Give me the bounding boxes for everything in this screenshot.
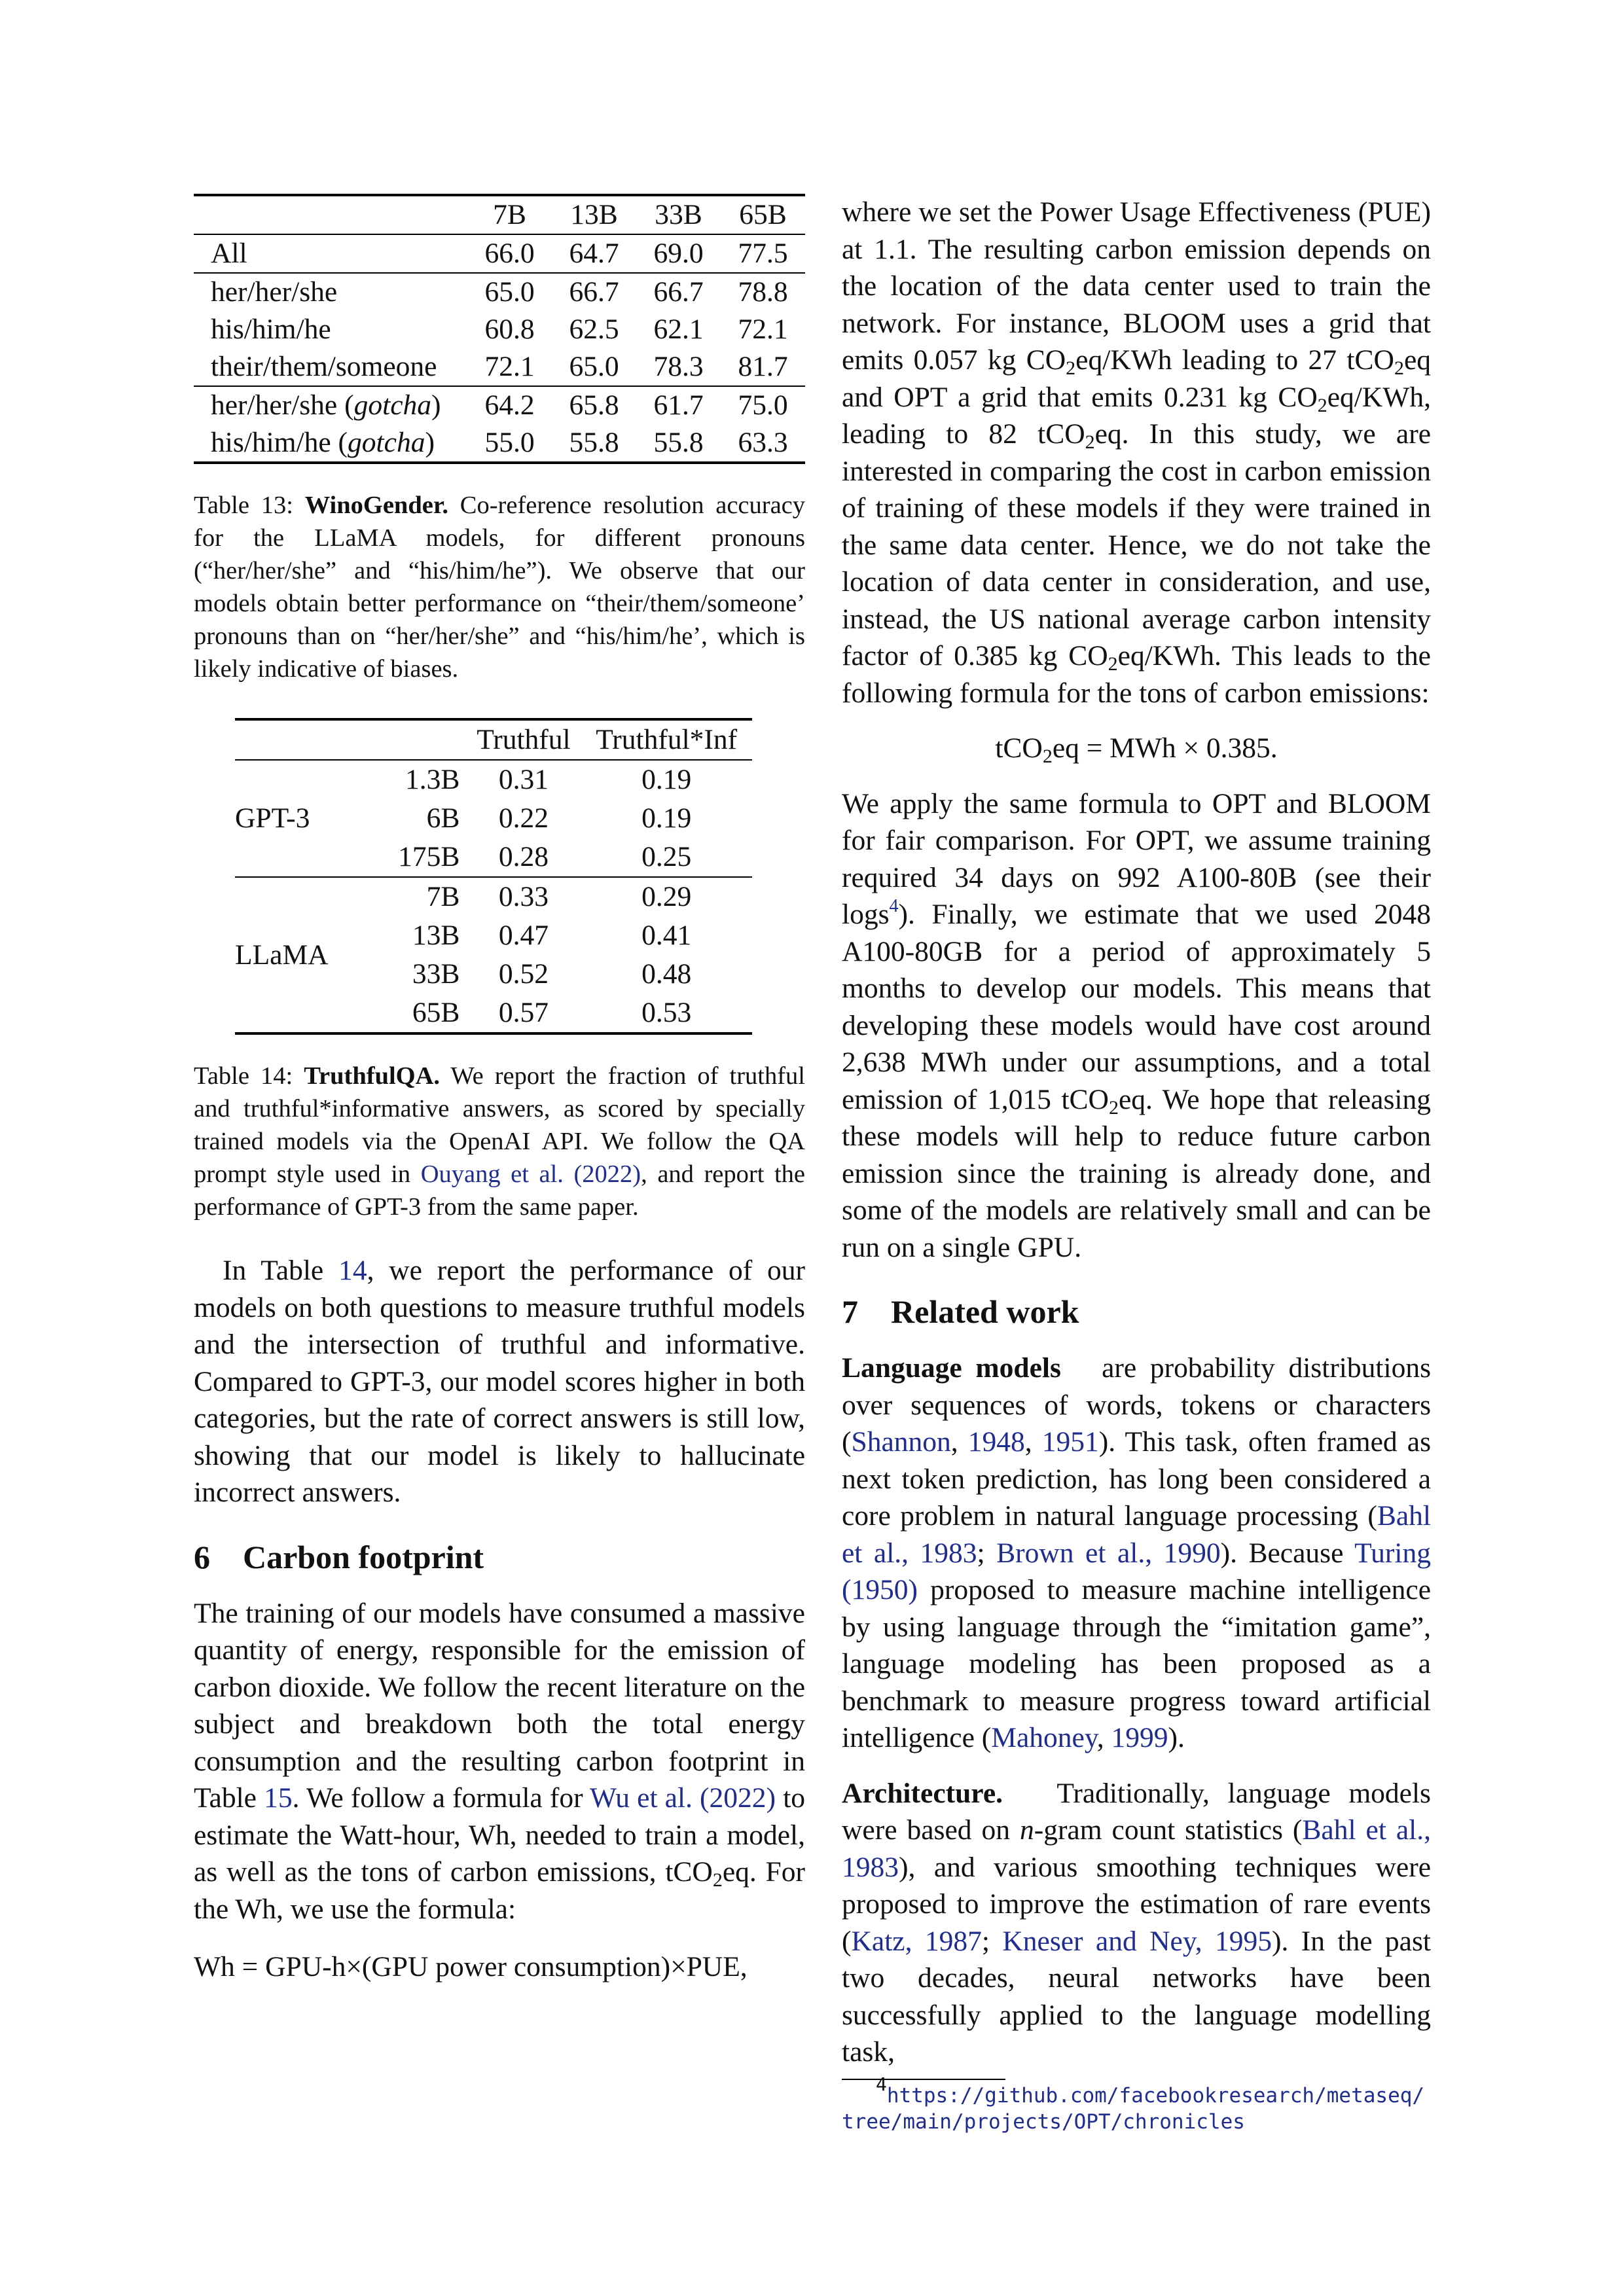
col-header: 13B [570,199,618,231]
cell: 66.0 [484,238,535,270]
cell: 0.29 [641,881,692,913]
row-label: her/her/she [211,276,338,308]
cell: 0.41 [641,920,692,952]
cell: 62.1 [653,314,704,346]
pue-paragraph: where we set the Power Usage Effectiveness (PUE) at 1.1. The resulting carbon emission depends on the location of the data center used to train the network. For instance, BLOOM uses a grid that emits 0.057 kg $CO_2eq$/KWh leading to 27 tCO$_2$eq and OPT a grid that emits 0.231 kg $CO_2eq$/KWh, leading to 82 tCO$_2$eq. In this study, we are interested in comparing the cost in carbon emission of training of these models if they were trained in the same data center. Hence, we do not take the location of data center in consideration, and use, instead, the US national average carbon intensity factor of 0.385 kg $CO_2eq$/KWh. This leads to the following formula for the tons of carbon emissions: [842,196,1432,709]
citation-link[interactable]: 1999 [1111,1722,1168,1753]
citation-link[interactable]: Bahl et al., 1983 [842,1500,1431,1569]
table-row [235,760,752,799]
cell: 0.47 [498,920,549,952]
row-label: her/her/she (gotcha) [211,389,441,422]
cell: 72.1 [484,351,535,383]
cell: 65.8 [569,389,619,422]
cell: 0.57 [498,997,549,1029]
section-heading-6: 6 Carbon footprint [194,1538,484,1575]
cell: 13B [412,920,460,952]
cell: 65.0 [484,276,535,308]
cell: 72.1 [738,314,788,346]
table-header-row [194,195,805,234]
table-row [194,273,805,311]
table-row [194,424,805,463]
section-heading-7: 7 Related work [842,1293,1079,1330]
table-ref-link[interactable]: 14 [338,1255,367,1286]
cell: 55.8 [653,427,704,459]
citation-link[interactable]: Bahl et al., 1983 [842,1814,1432,1883]
cell: 0.25 [641,841,692,873]
table-13 [194,194,805,464]
citation-link[interactable]: Ouyang et al. (2022) [420,1160,641,1188]
footnote-url-link[interactable]: https://github.com/facebookresearch/metaseq/tree/main/projects/OPT/chronicles [842,2083,1425,2134]
cell: 64.2 [484,389,535,422]
cell: 175B [398,841,460,873]
carbon-paragraph: The training of our models have consumed a massive quantity of energy, responsible for the emission of carbon dioxide. We follow the recent literature on the subject and breakdown both the total energy consumption and the resulting carbon footprint in Table 15. We follow a formula for Wu et al. (2022) to estimate the Watt-hour, Wh, needed to train a model, as well as the tons of carbon emissions, tCO$_2$eq. For the Wh, we use the formula: [194,1597,806,1925]
cell: 0.31 [498,764,549,796]
row-label: All [211,238,247,270]
citation-link[interactable]: Brown et al., 1990 [996,1537,1221,1569]
right-column [842,194,1431,2135]
citation-link[interactable]: Shannon [851,1426,951,1458]
col-header: 7B [493,199,526,231]
table-14-caption: Table 14: TruthfulQA. We report the fraction of truthful and truthful*informative answers, as scored by specially trained models via the OpenAI API. We follow the QA prompt style used in Ouyang et al. (2022), and report the performance of GPT-3 from the same paper. [194,1062,806,1221]
cell: 77.5 [738,238,788,270]
cell: 0.19 [641,764,692,796]
cell: 78.3 [653,351,704,383]
cell: 0.53 [641,997,692,1029]
footnote-link[interactable]: 4 [889,896,899,916]
footnote-divider [842,2079,1005,2080]
col-header: 65B [739,199,787,231]
col-header: Truthful [477,724,571,756]
cell: 33B [412,958,460,990]
cell: 6B [426,802,460,834]
col-header: Truthful*Inf [596,724,738,756]
cell: 65.0 [569,351,619,383]
citation-link[interactable]: (1950) [842,1574,918,1605]
cell: 55.0 [484,427,535,459]
cell: 64.7 [569,238,619,270]
cell: 1.3B [405,764,460,796]
cell: 66.7 [569,276,619,308]
table-14 [235,718,752,1035]
left-column [194,194,805,1986]
cell: 81.7 [738,351,788,383]
citation-link[interactable]: Wu et al. (2022) [589,1782,776,1814]
row-label: his/him/he (gotcha) [211,427,435,459]
model-label: GPT-3 [235,802,310,834]
row-label: their/them/someone [211,351,437,383]
cell: 0.22 [498,802,549,834]
cell: 65B [412,997,460,1029]
table-row [194,348,805,386]
cell: 0.52 [498,958,549,990]
language-models-paragraph: Language models are probability distributions over sequences of words, tokens or characters (Shannon, 1948, 1951). This task, often framed as next token prediction, has long been considered a core problem in natural language processing (Bahl et al., 1983; Brown et al., 1990). Because Turing (1950) proposed to measure machine intelligence by using language through the “imitation game”, language modeling has been proposed as a benchmark to measure progress toward artificial intelligence (Mahoney, 1999). [842,1352,1431,1753]
model-label: LLaMA [235,939,329,971]
cell: 75.0 [738,389,788,422]
cell: 0.19 [641,802,692,834]
table-13-caption: Table 13: WinoGender. Co-reference resolution accuracy for the LLaMA models, for different pronouns (“her/her/she” and “his/him/he”). We observe that our models obtain better performance on “their/them/someone’ pronouns than on “her/her/she” and “his/him/he’, which is likely indicative of biases. [194,492,805,683]
cell: 61.7 [653,389,704,422]
opt-bloom-paragraph: We apply the same formula to OPT and BLOOM for fair comparison. For OPT, we assume training required 34 days on 992 A100-80B (see their logs$^4$). Finally, we estimate that we used 2048 A100-80GB for a period of approximately 5 months to develop our models. This means that developing these models would have cost around 2,638 MWh under our assumptions, and a total emission of 1,015 tCO$_2$eq. We hope that releasing these models will help to reduce future carbon emission since the training is already done, and some of the models are relatively small and can be run on a single GPU. [842,787,1432,1263]
table-ref-link[interactable]: 15 [264,1782,293,1814]
cell: 66.7 [653,276,704,308]
cell: 78.8 [738,276,788,308]
equation-tco2: tCO$_2$eq = MWh × 0.385. [995,732,1278,767]
cell: 7B [426,881,460,913]
cell: 0.28 [498,841,549,873]
cell: 62.5 [569,314,619,346]
cell: 55.8 [569,427,619,459]
citation-link[interactable]: Mahoney [991,1722,1097,1753]
citation-link[interactable]: Turing [1354,1537,1431,1569]
citation-link[interactable]: Kneser and Ney, 1995 [1002,1925,1272,1957]
table-header-row [235,719,752,760]
cell: 60.8 [484,314,535,346]
table-row [194,386,805,424]
row-label: his/him/he [211,314,331,346]
cell: 0.33 [498,881,549,913]
citation-link[interactable]: 1951 [1041,1426,1099,1458]
cell: 0.48 [641,958,692,990]
table-row [194,234,805,273]
cell: 69.0 [653,238,704,270]
citation-link[interactable]: Katz, 1987 [851,1925,982,1957]
table-row [235,877,752,916]
table-row [194,311,805,348]
footnote: $^4$https://github.com/facebookresearch/metaseq/tree/main/projects/OPT/chronicles [842,2073,1425,2134]
col-header: 33B [655,199,702,231]
architecture-paragraph: Architecture. Traditionally, language models were based on n-gram count statistics (Bahl et al., 1983), and various smoothing techniques were proposed to improve the estimation of rare events (Katz, 1987; Kneser and Ney, 1995). In the past two decades, neural networks have been successfully applied to the language modelling task, [842,1777,1432,2068]
citation-link[interactable]: 1948 [967,1426,1025,1458]
truthfulqa-paragraph: In Table 14, we report the performance of our models on both questions to measure truthful models and the intersection of truthful and informative. Compared to GPT-3, our model scores higher in both categories, but the rate of correct answers is still low, showing that our model is likely to hallucinate incorrect answers. [194,1255,806,1508]
cell: 63.3 [738,427,788,459]
equation-wh: Wh = GPU-h×(GPU power consumption)×PUE, [194,1951,748,1982]
